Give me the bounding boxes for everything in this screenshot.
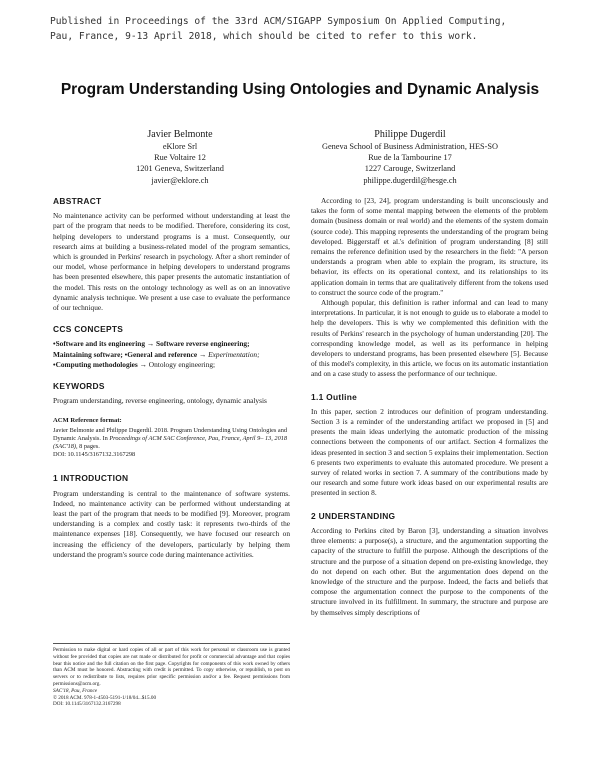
author-org: eKlore Srl (162, 142, 198, 151)
author-name: Philippe Dugerdil (374, 129, 446, 140)
footnote-venue (53, 688, 290, 695)
outline-heading: 1.1 Outline (311, 391, 358, 402)
right-paragraph-1: According to [23, 24], program understanding is built unconsciously and takes the form of some mental mapping between the elements of the problem domain (business domain or real world) and the elements of the system domain (source code). This mapping represents the understanding of the program being developed. Biggerstaff et al.'s definition of program understanding [8] still remains the reference definition used by the researchers in the field: "A person understands a program when able to explain the program, its structure, its behavior, its effects on its operational context, and its relationships to its application domain in terms that are qualitatively different from the tokens used to construct the source code of the program." (311, 196, 548, 297)
ccs-item-2-detail: Experimentation; (206, 349, 260, 359)
footnote-doi: DOI: 10.1145/3167132.3167298 (53, 701, 121, 708)
paper-title: Program Understanding Using Ontologies and Dynamic Analysis (60, 81, 540, 98)
acm-reference-heading: ACM Reference format: (53, 417, 122, 425)
permission-text: Permission to make digital or hard copies of all or part of this work for personal or classroom use is granted without fee provided that copies are not made or distributed for profit or commercial advantage and that copies bear this notice and the full citation on the first page. Copyrights for components of this work owned by others than ACM must be honored. Abstracting with credit is permitted. To copy otherwise, or republish, to post on servers or to redistribute to lists, requires prior specific permission and/or a fee. Request permissions from permissions@acm.org. (53, 647, 290, 687)
footnote-copyright: © 2018 ACM. 978-1-4503-5191-1/18/04...$15.00 (53, 694, 157, 701)
acm-reference-doi: DOI: 10.1145/3167132.3167298 (53, 451, 136, 459)
author-name: Javier Belmonte (147, 129, 213, 140)
abstract-text: No maintenance activity can be performed without understanding at least the part of the program that needs to be modified. Therefore, considering its cost, helping developers to understand programs is a must. Consequently, our research aims at building a business-related model of the program semantics, which is grounded in Perkins' research in psychology. After a short reminder of our model, whose performance in helping developers to understand programs has been presented elsewhere, this paper presents the automatic instantiation of the model. This rests on the ontology technology as well as on an innovative dynamic analysis technique. We present a use case to evaluate the performance of our technique. (53, 211, 290, 313)
publication-notice (50, 14, 560, 44)
keywords-heading: KEYWORDS (53, 381, 105, 392)
notice-line-1: Published in Proceedings of the 33rd ACM/SIGAPP Symposium On Applied Computing, (50, 16, 507, 27)
outline-text: In this paper, section 2 introduces our definition of program understanding. Section 3 is a reminder of the understanding artifact we proposed in [5] and presents the main ideas underlying the automatic production of the missing connections between the components of our artifact. Section 4 formalizes the ideas presented in section 3 and section 5 explains their implementation. Section 6 presents two experiments to evaluate this automated procedure. We present a survey of related works in section 7. A summary of the contributions made by our research and some future work ideas based on our experimental results are presented in section 8. (311, 406, 548, 498)
author-street: Rue Voltaire 12 (154, 153, 206, 163)
ccs-item-3: •Computing methodologies → (53, 359, 147, 369)
understanding-heading: 2 UNDERSTANDING (311, 510, 396, 521)
venue-text: SAC'18, Pau, France (53, 687, 98, 694)
author-city: 1201 Geneva, Switzerland (136, 164, 224, 174)
author-block-1 (110, 128, 250, 186)
acm-ref-proceedings: Proceedings of ACM SAC Conference, Pau, France, April 9– 13, 2018 (SAC'18), (53, 434, 288, 451)
introduction-heading: 1 INTRODUCTION (53, 473, 129, 484)
author-city: 1227 Carouge, Switzerland (364, 164, 456, 174)
ccs-item-2: •General and reference → (122, 349, 207, 359)
keywords-text: Program understanding, reverse engineering, ontology, dynamic analysis (53, 396, 267, 406)
author-email: philippe.dugerdil@hesge.ch (363, 175, 457, 185)
notice-line-2: Pau, France, 9-13 April 2018, which should be cited to refer to this work. (50, 31, 478, 42)
author-email: javier@eklore.ch (151, 175, 209, 185)
ccs-item-1: •Software and its engineering → Software reverse engineering; Maintaining software; (53, 339, 250, 359)
author-org: Geneva School of Business Administration, HES-SO (321, 142, 499, 151)
acm-ref-part-b: 8 pages. (77, 443, 100, 451)
ccs-item-3-detail: Ontology engineering; (146, 359, 216, 369)
permission-footnote (53, 643, 290, 708)
acm-ref-part-a: Javier Belmonte and Philippe Dugerdil. 2018. Program Understanding Using Ontologies and Dynamic Analysis. In (53, 426, 287, 442)
author-block-2 (300, 128, 520, 186)
author-street: Rue de la Tambourine 17 (368, 153, 452, 163)
right-paragraph-2: Although popular, this definition is rather informal and can lead to many interpretations. In particular, it is not enough to guide us to elaborate a model to help the developers. This is why we complemented this definition with the results of Perkins' research in the psychology of human understanding [20]. The corresponding knowledge model, as well as its performance in helping developers to understand programs, has been presented elsewhere [5]. Because of this model's complexity, in this article, we focus on its automatic instantiation and on a case study to assess the performance of our technique. (311, 298, 548, 379)
abstract-heading: ABSTRACT (53, 196, 102, 206)
understanding-text: According to Perkins cited by Baron [3], understanding a situation involves three elements: a purpose(s), a structure, and the argumentation supporting the capacity of the structure to fulfill the purpose. Although the descriptions of the structure and the purpose of a situation depend on pre-existing knowledge, they do not depend on each other. But the argumentation does depend on the knowledge of the structure and the purpose. Indeed, the facts and beliefs that compose the argumentation connect the purpose to the components of the structure involved in its fulfillment. In summary, the structure and purpose are by themselves simply descriptions of (311, 525, 548, 617)
introduction-text: Program understanding is central to the maintenance of software systems. Indeed, no maintenance activity can be performed without understanding at least the part of the program that needs to be modified [9]. Moreover, program understanding is a complex and costly task: it represents two-thirds of the maintenance expenses [18]. Consequently, we have focused our research on increasing the efficiency of the developers, particularly by helping them understand the program's source code during maintenance activities. (53, 488, 290, 559)
acm-reference-text (53, 427, 290, 452)
ccs-concepts (53, 339, 290, 370)
left-column (53, 196, 290, 560)
right-column (311, 196, 548, 618)
ccs-heading: CCS CONCEPTS (53, 324, 124, 335)
